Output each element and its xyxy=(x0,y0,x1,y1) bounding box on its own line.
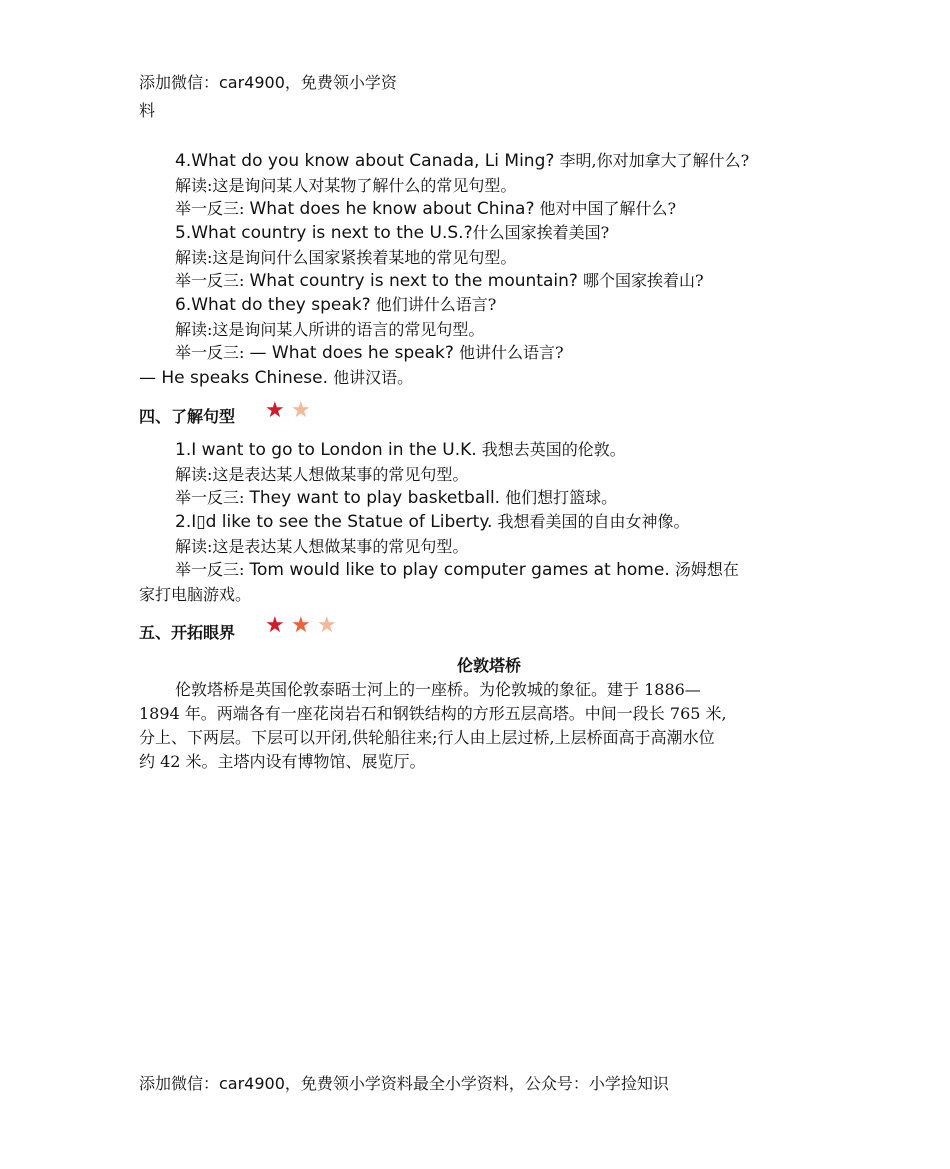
example-cn: 他们想打篮球。 xyxy=(500,488,618,507)
sentence-en: 6.What do they speak? xyxy=(175,295,371,315)
sentence-en: 1.I want to go to London in the U.K. xyxy=(175,440,477,460)
star-icon: ★ xyxy=(291,613,311,638)
sentence-q6 xyxy=(175,292,496,315)
example-q5 xyxy=(175,268,704,291)
example-s2 xyxy=(175,557,739,580)
sentence-cn: 什么国家挨着美国? xyxy=(472,223,610,242)
example-label: 举一反三: xyxy=(175,199,250,218)
header-line-2: 料 xyxy=(139,101,156,120)
footer-text: 添加微信：car4900，免费领小学资料最全小学资料，公众号：小学捡知识 xyxy=(139,1074,669,1093)
explanation-q6: 解读:这是询问某人所讲的语言的常见句型。 xyxy=(175,320,485,339)
example-en: — What does he speak? xyxy=(249,343,454,363)
section-title-4: 四、了解句型 xyxy=(139,407,236,426)
example-s2-continued: 家打电脑游戏。 xyxy=(139,585,252,604)
example-en: — He speaks Chinese. xyxy=(139,368,329,388)
example-cn: 他讲什么语言? xyxy=(453,343,564,362)
article-line-1 xyxy=(175,677,701,700)
explanation-s1: 解读:这是表达某人想做某事的常见句型。 xyxy=(175,465,469,484)
sentence-cn: 我想去英国的伦敦。 xyxy=(476,440,626,459)
section-title-5: 五、开拓眼界 xyxy=(139,623,236,642)
sentence-s2 xyxy=(175,509,689,532)
example-q6 xyxy=(175,340,564,363)
example-answer-q6 xyxy=(139,365,413,388)
article-text: 约 42 米。主塔内设有博物馆、展览厅。 xyxy=(139,752,426,771)
sentence-en: 2.I▯d like to see the Statue of Liberty. xyxy=(175,512,493,532)
article-text: 分上、下两层。下层可以开闭,供轮船往来;行人由上层过桥,上层桥面高于高潮水位 xyxy=(139,728,715,747)
sentence-cn: 李明,你对加拿大了解什么? xyxy=(554,151,750,170)
example-cn: 汤姆想在 xyxy=(669,560,739,579)
sentence-q4 xyxy=(175,148,749,171)
star-icon: ★ xyxy=(291,398,311,423)
article-text: 1894 年。两端各有一座花岗岩石和钢铁结构的方形五层高塔。中间一段长 765 米, xyxy=(139,704,727,723)
example-label: 举一反三: xyxy=(175,560,250,579)
sentence-en: 4.What do you know about Canada, Li Ming? xyxy=(175,151,555,171)
example-s1 xyxy=(175,485,617,508)
example-en: What does he know about China? xyxy=(249,199,535,219)
article-line-3 xyxy=(139,725,715,748)
example-cn: 哪个国家挨着山? xyxy=(577,271,704,290)
explanation-q5: 解读:这是询问什么国家紧挨着某地的常见句型。 xyxy=(175,248,517,267)
star-icon: ★ xyxy=(317,613,337,638)
article-text: 伦敦塔桥是英国伦敦泰晤士河上的一座桥。为伦敦城的象征。建于 1886— xyxy=(175,680,701,699)
star-icon: ★ xyxy=(265,398,285,423)
sentence-cn: 我想看美国的自由女神像。 xyxy=(492,512,690,531)
sentence-q5 xyxy=(175,220,609,243)
star-icon: ★ xyxy=(265,613,285,638)
article-line-2 xyxy=(139,701,727,724)
example-q4 xyxy=(175,196,676,219)
sentence-s1 xyxy=(175,437,626,460)
article-line-4 xyxy=(139,749,426,772)
example-en: Tom would like to play computer games at home. xyxy=(249,560,670,580)
sentence-en: 5.What country is next to the U.S.? xyxy=(175,223,473,243)
example-en: They want to play basketball. xyxy=(249,488,501,508)
example-label: 举一反三: xyxy=(175,343,250,362)
example-label: 举一反三: xyxy=(175,488,250,507)
article-title: 伦敦塔桥 xyxy=(457,656,522,675)
example-cn: 他讲汉语。 xyxy=(328,368,414,387)
sentence-cn: 他们讲什么语言? xyxy=(370,295,497,314)
header-line-1: 添加微信：car4900，免费领小学资 xyxy=(139,73,397,92)
example-cn: 他对中国了解什么? xyxy=(534,199,677,218)
example-en: What country is next to the mountain? xyxy=(249,271,578,291)
example-label: 举一反三: xyxy=(175,271,250,290)
explanation-s2: 解读:这是表达某人想做某事的常见句型。 xyxy=(175,537,469,556)
explanation-q4: 解读:这是询问某人对某物了解什么的常见句型。 xyxy=(175,176,517,195)
